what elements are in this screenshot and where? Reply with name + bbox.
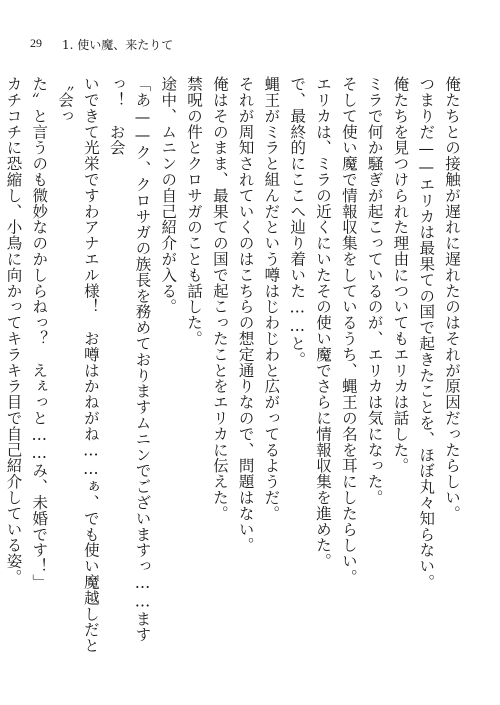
dialogue-line: た〟と言うのも微妙なのかしらねっ？ えぇっと……み、未婚です！」 [30,76,49,590]
body-line: そして使い魔で情報収集をしているうち、蝿王の名を耳にしたらしい。 [339,76,358,585]
body-line: 俺たちを見つけられた理由についてもエリカは話した。 [391,76,410,474]
dialogue-line: いできて光栄ですわアナエル様！ お噂はかねがね……ぁ、でも使い魔越しだと〝会っ [56,76,100,654]
body-line: で、最終的にここへ辿り着いた……と。 [288,76,307,368]
dialogue-line: 「あ——ク、クロサガの族長を務めておりますムニンでございますっ……ますっ！ お会 [107,76,152,643]
chapter-title: 1. 使い魔、来たりて [62,38,174,52]
body-line: ミラで何か騒ぎが起こっているのが、エリカは気になった。 [365,76,384,506]
page-number: 29 [30,36,42,50]
body-line: エリカは、ミラの近くにいたその使い魔でさらに情報収集を進めた。 [314,76,333,569]
running-header [30,36,173,53]
body-line: カチコチに恐縮し、小鳥に向かってキラキラ目で自己紹介している姿。 [4,76,23,585]
body-line: 途中、ムニンの自己紹介が入る。 [159,76,178,315]
body-line: つまりだ——エリカは最果ての国で起きたことを、ほぼ丸々知らない。 [417,76,436,590]
body-line: それが周知されていくのはこちらの想定通りなので、問題はない。 [236,76,255,553]
body-line: 蝿王がミラと組んだという噂はじわじわと広がってるようだ。 [262,76,281,522]
body-line: 禁呪の件とクロサガのことも話した。 [185,76,204,347]
body-line: 俺はそのまま、最果ての国で起こったことをエリカに伝えた。 [210,76,229,522]
body-line: 俺たちとの接触が遅れに遅れたのはそれが原因だったらしい。 [443,76,461,522]
vertical-text-body [4,76,464,666]
